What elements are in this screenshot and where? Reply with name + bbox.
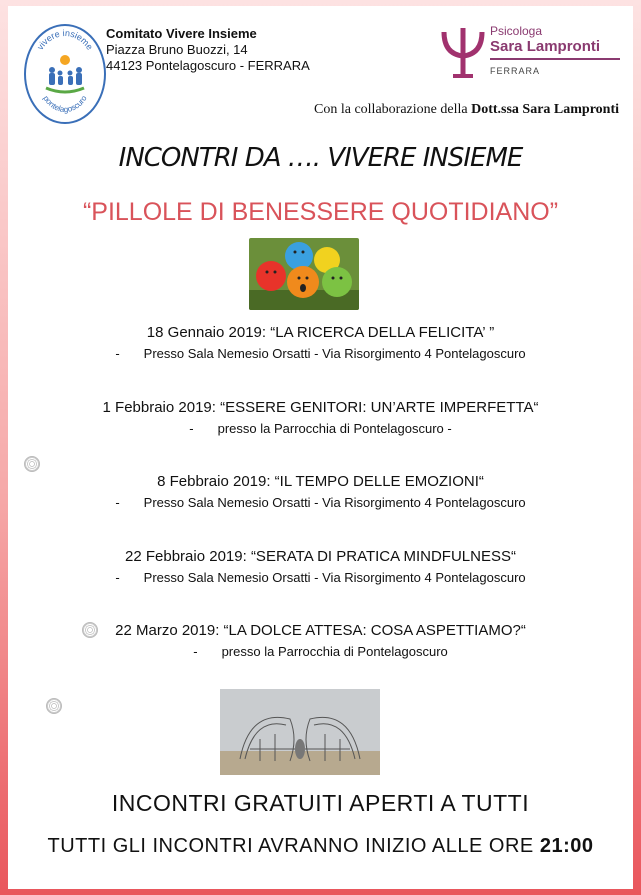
- time-value: 21:00: [539, 835, 594, 857]
- subtitle: “PILLOLE DI BENESSERE QUOTIDIANO”: [82, 198, 559, 226]
- psy-divider: [490, 58, 620, 60]
- bullet-dash: -: [193, 644, 198, 659]
- psi-logo-icon: [438, 24, 488, 80]
- org-name: Comitato Vivere Insieme: [106, 26, 257, 41]
- collaboration-line: [314, 102, 619, 118]
- svg-text:pontelagoscuro: [41, 94, 89, 115]
- collab-prefix: Con la collaborazione della: [314, 102, 468, 117]
- event-4-place: Presso Sala Nemesio Orsatti - Via Risorgimento 4 Pontelagoscuro: [143, 570, 526, 585]
- logo-text-bottom: pontelagoscuro: [41, 93, 89, 115]
- event-2-line: 1 Febbraio 2019: “ESSERE GENITORI: UN’ARTE IMPERFETTA“: [102, 399, 539, 416]
- bullet-dash: -: [115, 570, 120, 585]
- bullet-dash: -: [115, 495, 120, 510]
- event-3-line: 8 Febbraio 2019: “IL TEMPO DELLE EMOZIONI“: [157, 473, 484, 490]
- event-5-line: 22 Marzo 2019: “LA DOLCE ATTESA: COSA ASPETTIAMO?“: [115, 622, 526, 639]
- event-1-line: 18 Gennaio 2019: “LA RICERCA DELLA FELICITA’ ”: [146, 324, 495, 341]
- address-line-1: Piazza Bruno Buozzi, 14: [106, 42, 248, 57]
- psy-city: FERRARA: [490, 66, 541, 76]
- event-5-place-row: [8, 644, 633, 659]
- event-1-place-row: [8, 346, 633, 361]
- free-entry-text: INCONTRI GRATUITI APERTI A TUTTI: [111, 790, 530, 816]
- event-3-place: Presso Sala Nemesio Orsatti - Via Risorgimento 4 Pontelagoscuro: [143, 495, 526, 510]
- sculpture-photo: [220, 689, 380, 775]
- svg-text:vivere insieme: [35, 28, 95, 52]
- address-line-2: 44123 Pontelagoscuro - FERRARA: [106, 58, 310, 73]
- start-time-text: [8, 835, 633, 858]
- collab-name: Dott.ssa Sara Lampronti: [471, 102, 619, 117]
- event-4-line: 22 Febbraio 2019: “SERATA DI PRATICA MINDFULNESS“: [125, 548, 516, 565]
- psy-label: Psicologa: [490, 24, 543, 38]
- bullet-dash: -: [115, 346, 120, 361]
- vivere-insieme-logo: [24, 24, 106, 124]
- main-title: INCONTRI DA …. VIVERE INSIEME: [118, 143, 523, 173]
- event-5-place: presso la Parrocchia di Pontelagoscuro: [221, 644, 448, 659]
- spiral-marker-icon: [46, 698, 62, 714]
- flyer-page: [8, 6, 633, 889]
- logo-text-top: vivere insieme: [34, 27, 95, 52]
- event-1-place: Presso Sala Nemesio Orsatti - Via Risorgimento 4 Pontelagoscuro: [143, 346, 526, 361]
- event-3-place-row: [8, 495, 633, 510]
- spiral-marker-icon: [24, 456, 40, 472]
- balloons-photo: [249, 238, 359, 310]
- psy-name: Sara Lampronti: [490, 38, 601, 55]
- bullet-dash: -: [189, 421, 194, 436]
- event-4-place-row: [8, 570, 633, 585]
- event-2-place-row: [8, 421, 633, 436]
- family-logo-icon: [26, 26, 104, 122]
- event-2-place: presso la Parrocchia di Pontelagoscuro -: [217, 421, 452, 436]
- time-prefix: TUTTI GLI INCONTRI AVRANNO INIZIO ALLE ORE: [47, 835, 534, 857]
